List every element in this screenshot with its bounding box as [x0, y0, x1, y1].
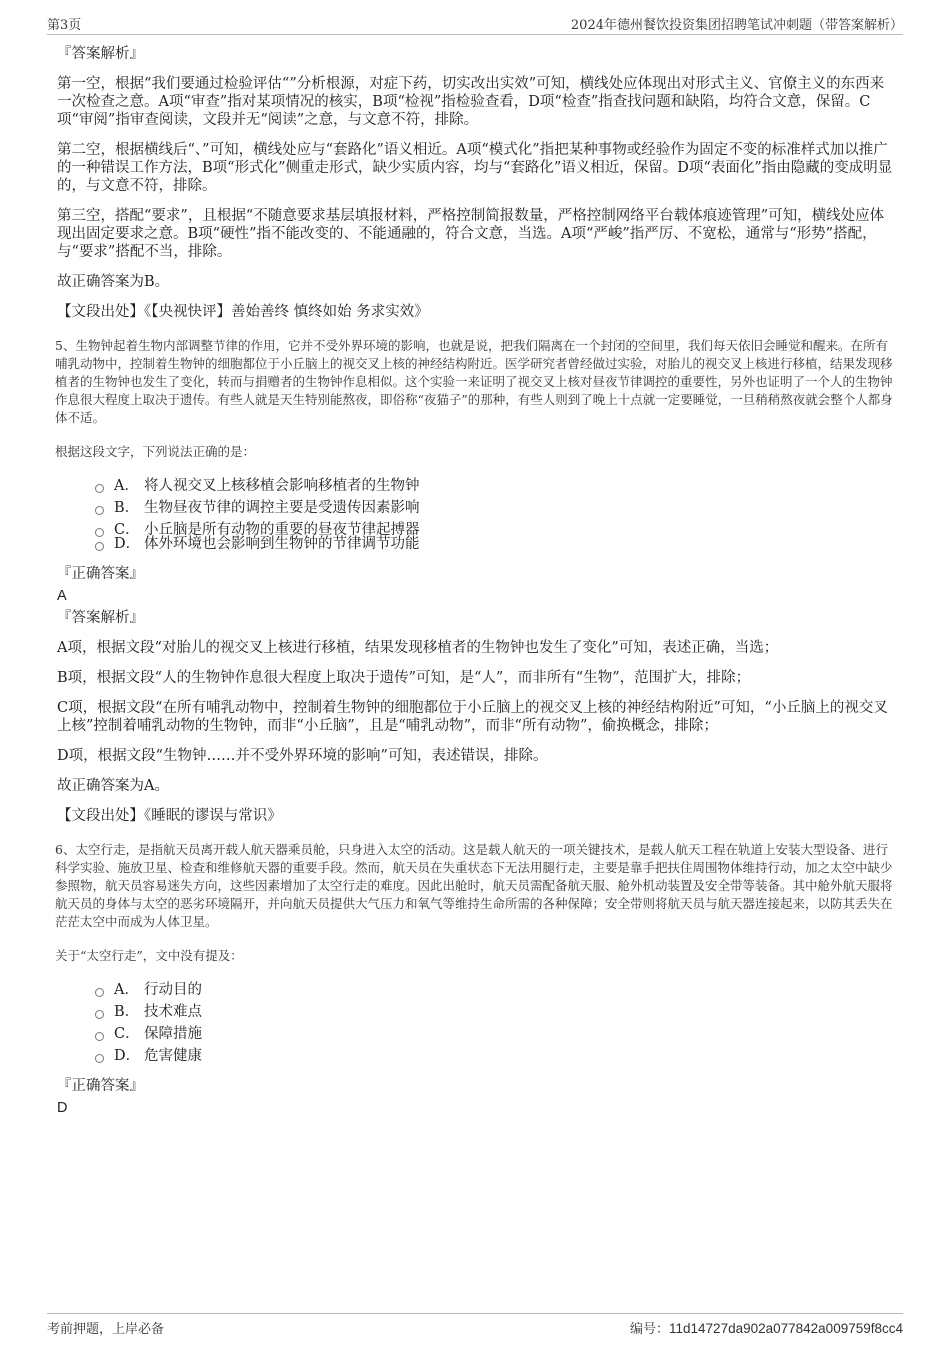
radio-icon[interactable]: [95, 1032, 104, 1041]
option-text: 行动目的: [144, 982, 202, 998]
option-text: 体外环境也会影响到生物钟的节律调节功能: [144, 536, 420, 552]
code-value: 11d14727da902a077842a009759f8cc4: [669, 1321, 903, 1336]
option-letter: A．: [114, 982, 139, 998]
q6-answer-label: 『正确答案』: [57, 1078, 144, 1094]
option-letter: B．: [114, 500, 140, 516]
radio-icon[interactable]: [95, 484, 104, 493]
q6-passage: 6、太空行走，是指航天员离开载人航天器乘员舱，只身进入太空的活动。这是载人航天的一项关键技术，是载人航天工程在轨道上安装大型设备、进行科学实验、施放卫星、检查和维修航天器的重要手段。然而，航天员在失重状态下无法用腿行走，主要是靠手把扶住周围物体维持行动，加之太空中缺少参照物，航天员容易迷失方向，这些因素增加了太空行走的难度。因此出舱时，航天员需配备航天服、舱外机动装置及安全带等装备。其中舱外航天服将航天员的身体与太空的恶劣环境隔开，并向航天员提供大气压力和氧气等维持生命所需的各种保障；安全带则将航天员与航天器连接起来，以防其丢失在茫茫太空中而成为人体卫星。: [55, 842, 893, 929]
q5-analysis-para: D项，根据文段“生物钟……并不受外界环境的影响”可知，表述错误，排除。: [57, 748, 548, 764]
q6-prompt: 关于“太空行走”，文中没有提及：: [55, 948, 243, 963]
radio-icon[interactable]: [95, 988, 104, 997]
q4-answer-conclusion: 故正确答案为B。: [57, 274, 170, 290]
option-text: 保障措施: [144, 1026, 202, 1042]
radio-icon[interactable]: [95, 1054, 104, 1063]
q6-options: [94, 979, 897, 1067]
q5-analysis-para: B项，根据文段“人的生物钟作息很大程度上取决于遗传”可知，是“人”，而非所有“生物”，范围扩大，排除；: [57, 670, 751, 686]
q5-answer-conclusion: 故正确答案为A。: [57, 778, 169, 794]
option-letter: D．: [114, 536, 141, 552]
radio-icon[interactable]: [95, 1010, 104, 1019]
radio-icon[interactable]: [95, 506, 104, 515]
code-label: 编号：: [630, 1322, 670, 1337]
q5-answer-label: 『正确答案』: [57, 566, 144, 582]
page-footer: [47, 1313, 903, 1336]
option-letter: A．: [114, 478, 139, 494]
option-letter: C．: [114, 1026, 140, 1042]
q6-option-a[interactable]: [94, 979, 897, 1001]
q5-option-d[interactable]: [94, 533, 897, 555]
q5-option-b[interactable]: [94, 497, 897, 519]
q5-source: 【文段出处】《睡眠的谬误与常识》: [57, 808, 282, 824]
option-letter: D．: [114, 1048, 141, 1064]
page-number: 第3页: [47, 18, 82, 33]
q5-passage: 5、生物钟起着生物内部调整节律的作用，它并不受外界环境的影响，也就是说，把我们隔离在一个封闭的空间里，我们每天依旧会睡觉和醒来。在所有哺乳动物中，控制着生物钟的细胞都位于小丘脑上的视交叉上核的神经结构附近。医学研究者曾经做过实验，对胎儿的视交叉上核进行移植，结果发现移植者的生物钟也发生了变化，转而与捐赠者的生物钟作息相似。这个实验一来证明了视交叉上核对昼夜节律调控的重要性，另外也证明了一个人的生物钟作息很大程度上取决于遗传。有些人就是天生特别能熬夜，即俗称“夜猫子”的那种，有些人则到了晚上十点就一定要睡觉，一旦稍稍熬夜就会整个人都身体不适。: [55, 338, 893, 425]
option-letter: B．: [114, 1004, 140, 1020]
document-title: 2024年德州餐饮投资集团招聘笔试冲刺题（带答案解析）: [570, 18, 903, 33]
page-header: [47, 12, 903, 35]
q4-analysis-label: 『答案解析』: [57, 46, 144, 62]
q5-options: [94, 475, 897, 555]
main-content: [57, 45, 897, 1121]
option-letter: C．: [114, 522, 140, 538]
q4-source: 【文段出处】《【央视快评】善始善终 慎终如始 务求实效》: [57, 304, 429, 320]
q4-analysis-para: 第三空，搭配“要求”，且根据“不随意要求基层填报材料，严格控制简报数量，严格控制网络平台载体痕迹管理”可知，横线处应体现出固定要求之意。B项“硬性”指不能改变的、不能通融的，符合文意，当选。A项“严峻”指严厉、不宽松，通常与“形势”搭配，与“要求”搭配不当，排除。: [57, 208, 885, 260]
footer-slogan: 考前押题，上岸必备: [47, 1322, 165, 1337]
q5-option-a[interactable]: [94, 475, 897, 497]
q5-analysis-para: A项，根据文段“对胎儿的视交叉上核进行移植，结果发现移植者的生物钟也发生了变化”可知，表述正确，当选；: [57, 640, 779, 656]
radio-icon[interactable]: [95, 542, 104, 551]
q4-analysis-para: 第二空，根据横线后“、”可知，横线处应与“套路化”语义相近。A项“模式化”指把某种事物或经验作为固定不变的标准样式加以推广的一种错误工作方法，B项“形式化”侧重走形式，缺少实质内容，均与“套路化”语义相近，保留。D项“表面化”指由隐藏的变成明显的，与文意不符，排除。: [57, 142, 893, 194]
q5-prompt: 根据这段文字，下列说法正确的是：: [55, 444, 256, 459]
option-text: 将人视交叉上核移植会影响移植者的生物钟: [144, 478, 420, 494]
q6-answer: D: [57, 1100, 68, 1116]
q5-answer: A: [57, 588, 67, 604]
document-code: [630, 1318, 903, 1337]
option-text: 生物昼夜节律的调控主要是受遗传因素影响: [144, 500, 420, 516]
option-text: 危害健康: [144, 1048, 202, 1064]
q6-option-b[interactable]: [94, 1001, 897, 1023]
option-text: 技术难点: [144, 1004, 202, 1020]
q5-option-c[interactable]: [94, 519, 897, 538]
q6-option-d[interactable]: [94, 1045, 897, 1067]
q5-analysis-label: 『答案解析』: [57, 610, 144, 626]
option-text: 小丘脑是所有动物的重要的昼夜节律起搏器: [144, 522, 420, 538]
q6-option-c[interactable]: [94, 1023, 897, 1045]
q5-analysis-para: C项，根据文段“在所有哺乳动物中，控制着生物钟的细胞都位于小丘脑上的视交叉上核的神经结构附近”可知，“小丘脑上的视交叉上核”控制着哺乳动物的生物钟，而非“小丘脑”，且是“哺乳动物”，而非“所有动物”，偷换概念，排除；: [57, 700, 888, 734]
q4-analysis-para: 第一空，根据“我们要通过检验评估“”分析根源，对症下药，切实改出实效”可知，横线处应体现出对形式主义、官僚主义的东西来一次检查之意。A项“审查”指对某项情况的核实，B项“检视”指检验查看，D项“检查”指查找问题和缺陷，均符合文意，保留。C项“审阅”指审查阅读，文段并无“阅读”之意，与文意不符，排除。: [57, 76, 885, 128]
